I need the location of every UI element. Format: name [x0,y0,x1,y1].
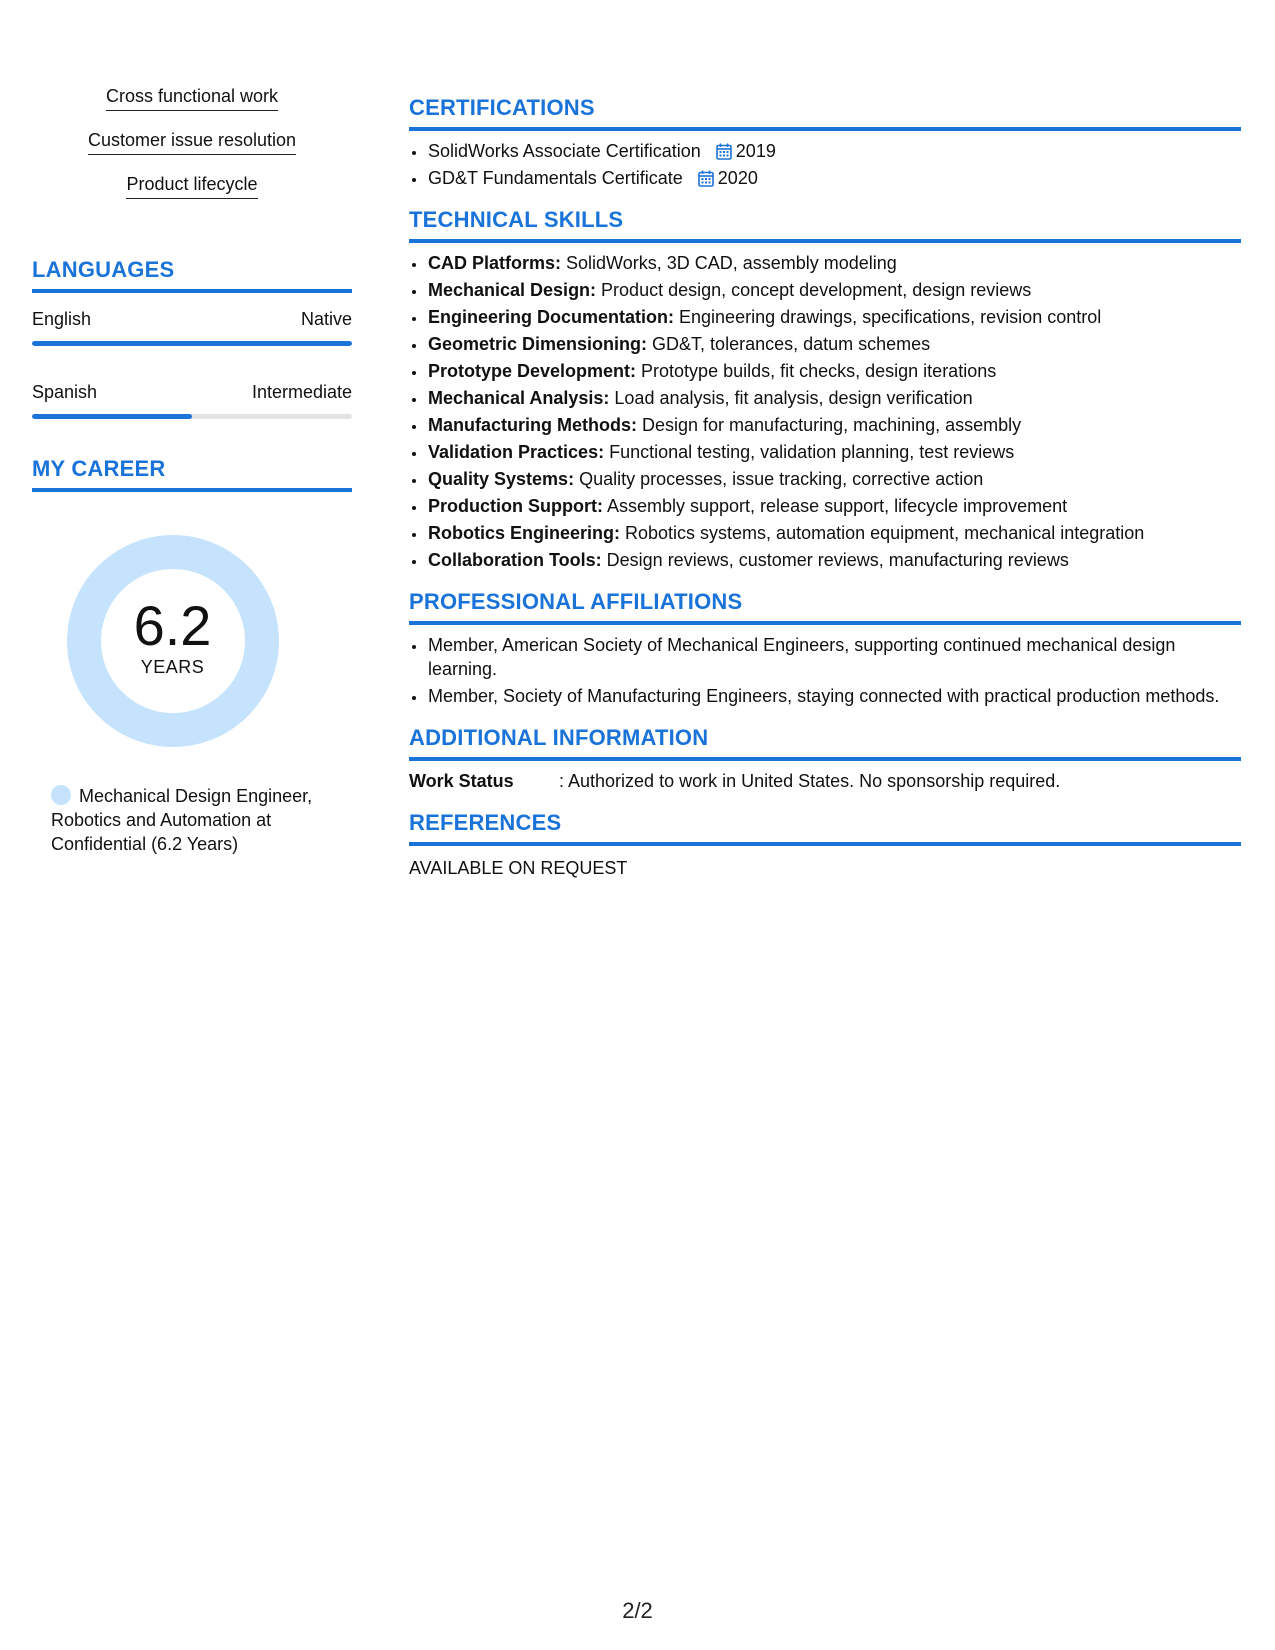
skill-label: Manufacturing Methods: [428,415,637,435]
skill-item [427,467,1241,491]
skill-item [427,278,1241,302]
calendar-icon [698,170,714,187]
certification-year: 2020 [717,168,758,188]
certification-name: SolidWorks Associate Certification [428,141,701,161]
work-status-row [409,769,1241,793]
calendar-icon [716,143,732,160]
skill-label: Mechanical Design: [428,280,597,300]
references-title: REFERENCES [409,809,1241,846]
career-title: MY CAREER [32,455,352,492]
affiliations-title: PROFESSIONAL AFFILIATIONS [409,588,1241,625]
skill-text: Product design, concept development, design reviews [596,280,1032,300]
language-level: Native [300,309,352,329]
skill-label: CAD Platforms: [428,253,562,273]
career-years-unit: YEARS [140,657,205,677]
skill-label: Engineering Documentation: [428,307,675,327]
skill-label: Collaboration Tools: [428,550,602,570]
languages-title: LANGUAGES [32,256,352,293]
technical-skills-section [409,206,1241,572]
work-status-value: : Authorized to work in United States. No sponsorship required. [559,771,1061,791]
language-proficiency-bar [32,414,352,419]
career-legend-line: Mechanical Design Engineer, [79,786,313,806]
page-number: 2/2 [622,1598,653,1623]
career-legend-line: Confidential (6.2 Years) [51,834,239,854]
skill-item [427,413,1241,437]
affiliations-section [409,588,1241,708]
skill-label: Production Support: [428,496,603,516]
references-text: AVAILABLE ON REQUEST [409,858,628,878]
affiliation-item: • Member, American Society of Mechanical Engineers, supporting continued mechanical design learning. [427,633,1241,681]
skill-label: Geometric Dimensioning: [428,334,648,354]
skill-item [427,521,1241,545]
career-section [32,455,352,856]
languages-section [32,256,352,419]
skill-item [427,305,1241,329]
certifications-section [409,94,1241,190]
additional-info-title: ADDITIONAL INFORMATION [409,724,1241,761]
skill-item [427,251,1241,275]
skill-text: Engineering drawings, specifications, revision control [674,307,1102,327]
language-proficiency-fill [32,414,192,419]
skill-item [427,440,1241,464]
legend-dot [51,785,71,805]
right-column [409,94,1241,896]
certification-item [427,166,1241,190]
certification-item [427,139,1241,163]
language-item [32,380,352,419]
left-column [32,84,352,856]
career-donut [32,524,352,784]
skill-item [427,359,1241,383]
strength-item: Cross functional work [106,84,278,111]
technical-skills-list [409,251,1241,572]
skill-label: Quality Systems: [428,469,575,489]
skill-text: Robotics systems, automation equipment, mechanical integration [620,523,1145,543]
skill-label: Validation Practices: [428,442,605,462]
technical-skills-title: TECHNICAL SKILLS [409,206,1241,243]
strength-item: Customer issue resolution [88,128,296,155]
language-name: Spanish [32,382,98,402]
skill-text: Quality processes, issue tracking, corrective action [574,469,984,489]
skill-text: Design reviews, customer reviews, manufacturing reviews [601,550,1069,570]
language-level: Intermediate [251,382,352,402]
skill-label: Mechanical Analysis: [428,388,610,408]
work-status-label: Work Status [409,771,514,791]
language-proficiency-bar [32,341,352,346]
skill-text: GD&T, tolerances, datum schemes [647,334,931,354]
career-years-value: 6.2 [133,594,212,657]
skill-text: Prototype builds, fit checks, design iterations [636,361,997,381]
certification-year: 2019 [735,141,776,161]
skill-text: SolidWorks, 3D CAD, assembly modeling [561,253,897,273]
strength-item: Product lifecycle [126,172,257,199]
language-name: English [32,309,92,329]
certifications-title: CERTIFICATIONS [409,94,1241,131]
skill-text: Design for manufacturing, machining, assembly [637,415,1022,435]
language-proficiency-fill [32,341,352,346]
references-section [409,809,1241,880]
affiliation-item: • Member, Society of Manufacturing Engineers, staying connected with practical production methods. [427,684,1241,708]
skill-item [427,332,1241,356]
skill-text: Load analysis, fit analysis, design verification [609,388,973,408]
language-item [32,307,352,346]
additional-info-section [409,724,1241,793]
skill-label: Robotics Engineering: [428,523,621,543]
certification-name: GD&T Fundamentals Certificate [428,168,683,188]
skill-item [427,386,1241,410]
skill-text: Assembly support, release support, lifecycle improvement [602,496,1068,516]
career-legend [51,784,352,856]
skill-label: Prototype Development: [428,361,637,381]
skill-text: Functional testing, validation planning, test reviews [604,442,1015,462]
certifications-list [409,139,1241,190]
skill-item [427,494,1241,518]
skill-item [427,548,1241,572]
career-legend-line: Robotics and Automation at [51,810,272,830]
strengths-list [32,84,352,216]
affiliations-list [409,633,1241,708]
